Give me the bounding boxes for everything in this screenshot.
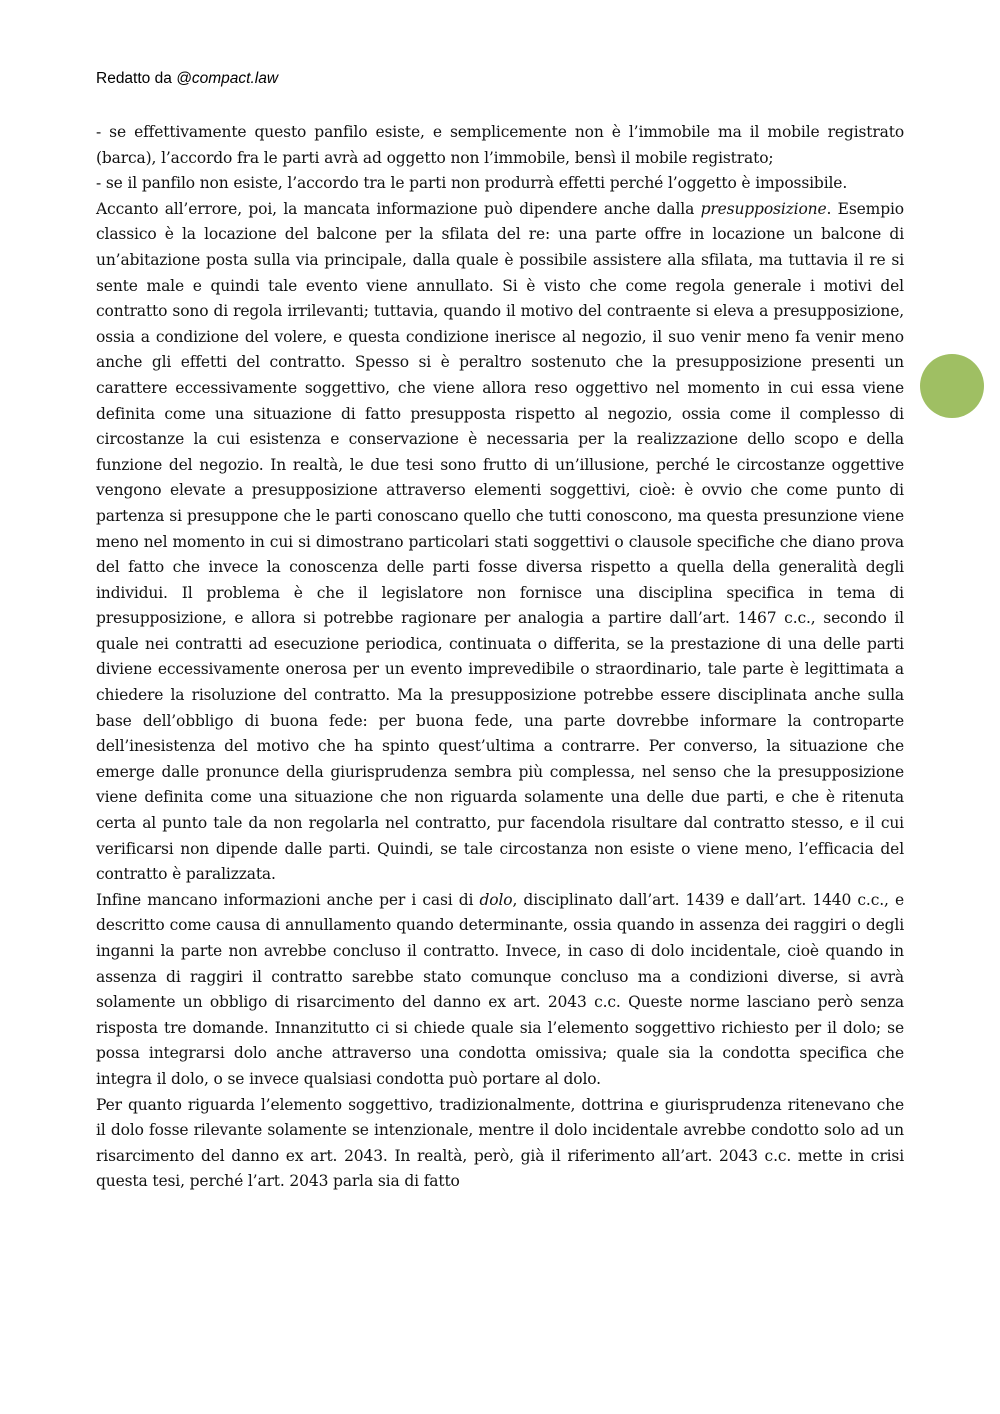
paragraph <box>96 197 904 888</box>
paragraph <box>96 120 904 171</box>
paragraph-text: - se il panfilo non esiste, l’accordo tra le parti non produrrà effetti perché l’oggetto è impossibile. <box>96 174 848 193</box>
italic-term: dolo <box>479 890 513 909</box>
paragraph-text: Per quanto riguarda l’elemento soggettivo, tradizionalmente, dottrina e giurisprudenza ritenevano che il dolo fosse rilevante solamente se intenzionale, mentre il dolo incidentale avrebbe condotto solo ad un risarcimento del danno ex art. 2043. In realtà, però, già il riferimento all’art. 2043 c.c. mette in crisi questa tesi, perché l’art. 2043 parla sia di fatto <box>96 1095 904 1191</box>
page-header <box>96 70 278 88</box>
paragraph-text: Accanto all’errore, poi, la mancata informazione può dipendere anche dalla <box>96 199 701 218</box>
header-handle: @compact.law <box>176 70 279 87</box>
paragraph-text: - se effettivamente questo panfilo esiste, e semplicemente non è l’immobile ma il mobile registrato (barca), l’accordo fra le parti avrà ad oggetto non l’immobile, bensì il mobile registrato; <box>96 123 904 167</box>
body-text <box>96 120 904 1195</box>
paragraph <box>96 1093 904 1195</box>
italic-term: presupposizione <box>700 199 827 218</box>
header-prefix: Redatto da <box>96 70 177 87</box>
paragraph <box>96 171 904 197</box>
paragraph <box>96 888 904 1093</box>
decorative-dot <box>920 354 984 418</box>
paragraph-text: . Esempio classico è la locazione del balcone per la sfilata del re: una parte offre in locazione un balcone di un’abitazione posta sulla via principale, dalla quale è possibile assistere alla sfilata, ma tuttavia il re si sente male e quindi tale evento viene annullato. Si è visto che come regola generale i motivi del contratto sono di regola irrilevanti; tuttavia, quando il motivo del contraente si eleva a presupposizione, ossia a condizione del volere, e questa condizione inerisce al negozio, il suo venir meno fa venir meno anche gli effetti del contratto. Spesso si è peraltro sostenuto che la presupposizione presenti un carattere eccessivamente soggettivo, che viene allora reso oggettivo nel momento in cui essa viene definita come una situazione di fatto presupposta rispetto al negozio, ossia come il complesso di circostanze la cui esistenza e conservazione è necessaria per la realizzazione dello scopo e della funzione del negozio. In realtà, le due tesi sono frutto di un’illusione, perché le circostanze oggettive vengono elevate a presupposizione attraverso elementi soggettivi, cioè: è ovvio che come punto di partenza si presuppone che le parti conoscano quello che tutti conoscono, ma questa presunzione viene meno nel momento in cui si dimostrano particolari stati soggettivi o clausole specifiche che diano prova del fatto che invece la conoscenza delle parti fosse diversa rispetto a quella della generalità degli individui. Il problema è che il legislatore non fornisce una disciplina specifica in tema di presupposizione, e allora si potrebbe ragionare per analogia a partire dall’art. 1467 c.c., secondo il quale nei contratti ad esecuzione periodica, continuata o differita, se la prestazione di una delle parti diviene eccessivamente onerosa per un evento imprevedibile o straordinario, tale parte è legittimata a chiedere la risoluzione del contratto. Ma la presupposizione potrebbe essere disciplinata anche sulla base dell’obbligo di buona fede: per buona fede, una parte dovrebbe informare la controparte dell’inesistenza del motivo che ha spinto quest’ultima a contrarre. Per converso, la situazione che emerge dalle pronunce della giurisprudenza sembra più complessa, nel senso che la presupposizione viene definita come una situazione che non riguarda solamente una delle due parti, e che è ritenuta certa al punto tale da non regolarla nel contratto, pur facendola risultare dal contratto stesso, e il cui verificarsi non dipende dalle parti. Quindi, se tale circostanza non esiste o viene meno, l’efficacia del contratto è paralizzata. <box>96 199 904 884</box>
paragraph-text: , disciplinato dall’art. 1439 e dall’art. 1440 c.c., e descritto come causa di annullamento quando determinante, ossia quando in assenza dei raggiri o degli inganni la parte non avrebbe concluso il contratto. Invece, in caso di dolo incidentale, cioè quando in assenza di raggiri il contratto sarebbe stato comunque concluso ma a condizioni diverse, si avrà solamente un obbligo di risarcimento del danno ex art. 2043 c.c. Queste norme lasciano però senza risposta tre domande. Innanzitutto ci si chiede quale sia l’elemento soggettivo richiesto per il dolo; se possa integrarsi dolo anche attraverso una condotta omissiva; quale sia la condotta specifica che integra il dolo, o se invece qualsiasi condotta può portare al dolo. <box>96 890 904 1088</box>
paragraph-text: Infine mancano informazioni anche per i casi di <box>96 890 480 909</box>
